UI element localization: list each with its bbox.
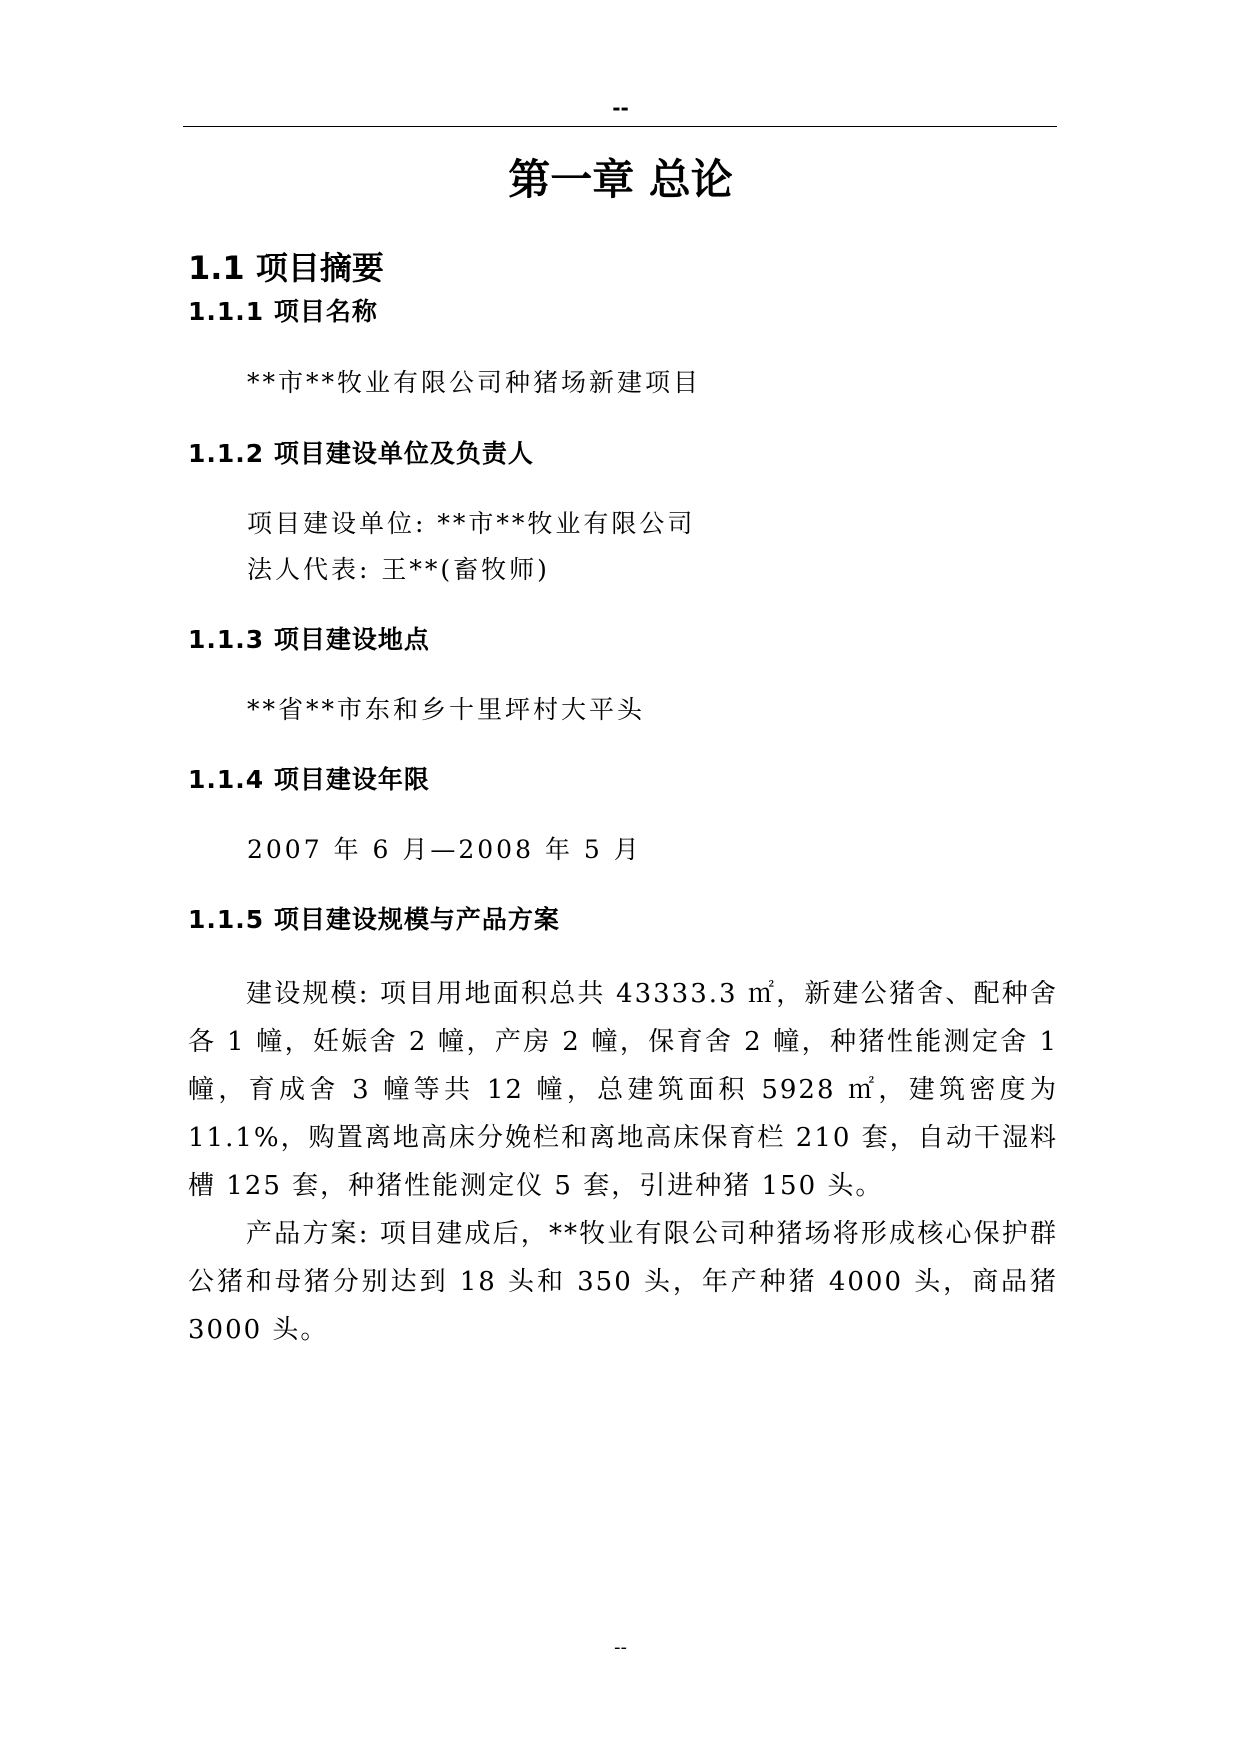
legal-representative-text: 法人代表: 王**(畜牧师) (247, 555, 550, 584)
scale-paragraph: 建设规模: 项目用地面积总共 43333.3 ㎡，新建公猪舍、配种舍各 1 幢，妊娠舍 2 幢，产房 2 幢，保育舍 2 幢，种猪性能测定舍 1 幢，育成舍 3 幢等共 12 幢，总建筑面积 5928 ㎡，建筑密度为 11.1%，购置离地高床分娩栏和离地高床保育栏 210 套，自动干湿料槽 125 套，种猪性能测定仪 5 套，引进种猪 150 头。 (188, 979, 1058, 1201)
header-rule (183, 126, 1057, 127)
subsection-heading-period: 1.1.4 项目建设年限 (188, 765, 430, 794)
product-plan-paragraph: 产品方案: 项目建成后，**牧业有限公司种猪场将形成核心保护群公猪和母猪分别达到 18 头和 350 头，年产种猪 4000 头，商品猪 3000 头。 (188, 1219, 1058, 1345)
page-header-mark: -- (612, 96, 629, 120)
section-title: 1.1 项目摘要 (188, 249, 384, 287)
period-text: 2007 年 6 月—2008 年 5 月 (247, 835, 642, 864)
construction-unit-text: 项目建设单位: **市**牧业有限公司 (247, 509, 696, 538)
location-text: **省**市东和乡十里坪村大平头 (247, 695, 646, 724)
project-name-text: **市**牧业有限公司种猪场新建项目 (247, 368, 702, 397)
subsection-heading-unit: 1.1.2 项目建设单位及负责人 (188, 439, 534, 468)
subsection-heading-location: 1.1.3 项目建设地点 (188, 625, 430, 654)
subsection-heading-name: 1.1.1 项目名称 (188, 297, 378, 326)
chapter-title: 第一章 总论 (508, 155, 733, 204)
subsection-heading-scale: 1.1.5 项目建设规模与产品方案 (188, 905, 560, 934)
page-footer-mark: -- (614, 1637, 627, 1658)
